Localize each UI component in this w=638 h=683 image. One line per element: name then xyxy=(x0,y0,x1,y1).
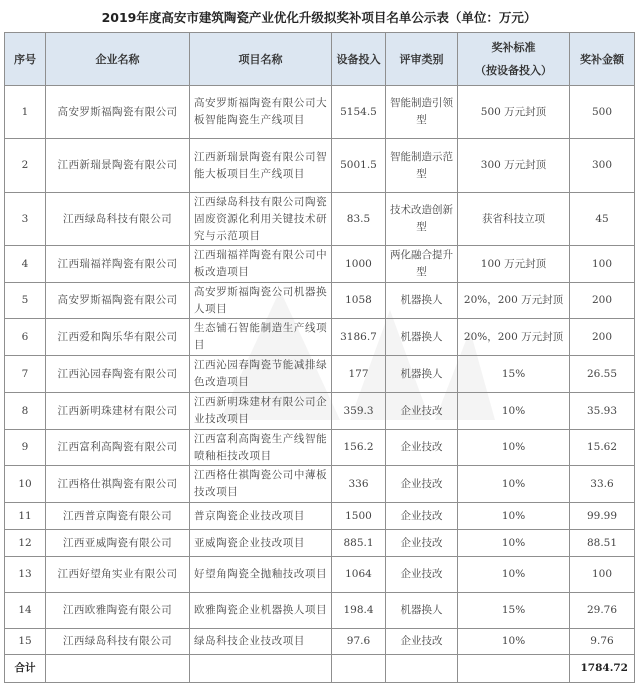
total-label: 合计 xyxy=(5,655,46,683)
header-project: 项目名称 xyxy=(190,33,332,86)
cell-company: 江西瑞福祥陶瓷有限公司 xyxy=(46,246,190,283)
cell-company: 江西新瑞景陶瓷有限公司 xyxy=(46,139,190,193)
cell-standard: 15% xyxy=(458,356,570,393)
cell-amount: 88.51 xyxy=(570,530,635,557)
cell-standard: 10% xyxy=(458,466,570,503)
table-row xyxy=(5,139,635,193)
cell-amount: 100 xyxy=(570,557,635,593)
table-header-row xyxy=(5,33,635,86)
cell-amount: 99.99 xyxy=(570,503,635,530)
cell-standard: 10% xyxy=(458,393,570,430)
cell-equipment: 359.3 xyxy=(332,393,386,430)
cell-company: 江西普京陶瓷有限公司 xyxy=(46,503,190,530)
cell-company: 江西亚威陶瓷有限公司 xyxy=(46,530,190,557)
cell-equipment: 1058 xyxy=(332,283,386,319)
cell-category: 机器换人 xyxy=(386,356,458,393)
cell-category: 技术改造创新型 xyxy=(386,193,458,246)
cell-category: 企业技改 xyxy=(386,530,458,557)
cell-company: 高安罗斯福陶瓷有限公司 xyxy=(46,283,190,319)
cell-category: 企业技改 xyxy=(386,393,458,430)
cell-equipment: 885.1 xyxy=(332,530,386,557)
cell-project: 生态铺石智能制造生产线项目 xyxy=(190,319,332,356)
table-row xyxy=(5,356,635,393)
cell-amount: 100 xyxy=(570,246,635,283)
cell-equipment: 198.4 xyxy=(332,593,386,629)
cell-equipment: 5154.5 xyxy=(332,86,386,139)
cell-company: 江西沁园春陶瓷有限公司 xyxy=(46,356,190,393)
cell-project: 江西格仕祺陶瓷公司中薄板技改项目 xyxy=(190,466,332,503)
cell-amount: 200 xyxy=(570,319,635,356)
cell-company: 江西富利高陶瓷有限公司 xyxy=(46,430,190,466)
table-row xyxy=(5,466,635,503)
cell-standard: 20%，200 万元封顶 xyxy=(458,283,570,319)
cell-index: 5 xyxy=(5,283,46,319)
cell-amount: 300 xyxy=(570,139,635,193)
document-title: 2019年度高安市建筑陶瓷产业优化升级拟奖补项目名单公示表（单位：万元） xyxy=(101,10,537,25)
header-standard-line1: 奖补标准 xyxy=(491,41,536,54)
cell-amount: 45 xyxy=(570,193,635,246)
cell-project: 江西新明珠建材有限公司企业技改项目 xyxy=(190,393,332,430)
total-row xyxy=(5,655,635,683)
cell-equipment: 1064 xyxy=(332,557,386,593)
cell-project: 高安罗斯福陶瓷有限公司大板智能陶瓷生产线项目 xyxy=(190,86,332,139)
cell-category: 机器换人 xyxy=(386,283,458,319)
cell-index: 8 xyxy=(5,393,46,430)
table-row xyxy=(5,246,635,283)
cell-project: 欧雅陶瓷企业机器换人项目 xyxy=(190,593,332,629)
cell-category: 企业技改 xyxy=(386,503,458,530)
cell-index: 3 xyxy=(5,193,46,246)
cell-category: 企业技改 xyxy=(386,430,458,466)
table-row xyxy=(5,503,635,530)
cell-equipment: 97.6 xyxy=(332,629,386,655)
header-standard-line2: （按设备投入） xyxy=(475,64,552,77)
cell-project: 江西瑞福祥陶瓷有限公司中板改造项目 xyxy=(190,246,332,283)
cell-index: 2 xyxy=(5,139,46,193)
cell-standard: 300 万元封顶 xyxy=(458,139,570,193)
cell-standard: 10% xyxy=(458,430,570,466)
total-empty-cell xyxy=(458,655,570,683)
cell-index: 7 xyxy=(5,356,46,393)
total-empty-cell xyxy=(46,655,190,683)
cell-category: 智能制造示范型 xyxy=(386,139,458,193)
cell-project: 普京陶瓷企业技改项目 xyxy=(190,503,332,530)
cell-index: 9 xyxy=(5,430,46,466)
cell-category: 企业技改 xyxy=(386,557,458,593)
table-row xyxy=(5,319,635,356)
cell-standard: 10% xyxy=(458,530,570,557)
cell-standard: 10% xyxy=(458,557,570,593)
cell-standard: 10% xyxy=(458,629,570,655)
table-row xyxy=(5,393,635,430)
award-list-table xyxy=(4,32,635,683)
header-standard xyxy=(458,33,570,86)
cell-amount: 29.76 xyxy=(570,593,635,629)
cell-equipment: 83.5 xyxy=(332,193,386,246)
total-empty-cell xyxy=(386,655,458,683)
cell-company: 江西好望角实业有限公司 xyxy=(46,557,190,593)
table-row xyxy=(5,593,635,629)
table-row xyxy=(5,283,635,319)
cell-equipment: 1000 xyxy=(332,246,386,283)
cell-amount: 35.93 xyxy=(570,393,635,430)
cell-project: 江西富利高陶瓷生产线智能喷釉柜技改项目 xyxy=(190,430,332,466)
cell-company: 江西绿岛科技有限公司 xyxy=(46,193,190,246)
cell-project: 亚威陶瓷企业技改项目 xyxy=(190,530,332,557)
table-row xyxy=(5,530,635,557)
table-row xyxy=(5,557,635,593)
cell-equipment: 1500 xyxy=(332,503,386,530)
cell-equipment: 177 xyxy=(332,356,386,393)
cell-standard: 100 万元封顶 xyxy=(458,246,570,283)
total-empty-cell xyxy=(332,655,386,683)
cell-company: 高安罗斯福陶瓷有限公司 xyxy=(46,86,190,139)
cell-category: 机器换人 xyxy=(386,593,458,629)
cell-company: 江西绿岛科技有限公司 xyxy=(46,629,190,655)
header-amount: 奖补金额 xyxy=(570,33,635,86)
table-row xyxy=(5,193,635,246)
header-company: 企业名称 xyxy=(46,33,190,86)
cell-project: 绿岛科技企业技改项目 xyxy=(190,629,332,655)
cell-standard: 10% xyxy=(458,503,570,530)
cell-standard: 15% xyxy=(458,593,570,629)
table-row xyxy=(5,86,635,139)
cell-standard: 获省科技立项 xyxy=(458,193,570,246)
cell-project: 江西新瑞景陶瓷有限公司智能大板项目生产线项目 xyxy=(190,139,332,193)
cell-company: 江西新明珠建材有限公司 xyxy=(46,393,190,430)
cell-amount: 15.62 xyxy=(570,430,635,466)
cell-amount: 33.6 xyxy=(570,466,635,503)
total-empty-cell xyxy=(190,655,332,683)
cell-standard: 20%，200 万元封顶 xyxy=(458,319,570,356)
cell-equipment: 336 xyxy=(332,466,386,503)
cell-index: 10 xyxy=(5,466,46,503)
cell-company: 江西爱和陶乐华有限公司 xyxy=(46,319,190,356)
cell-standard: 500 万元封顶 xyxy=(458,86,570,139)
cell-category: 机器换人 xyxy=(386,319,458,356)
cell-company: 江西格仕祺陶瓷有限公司 xyxy=(46,466,190,503)
table-row xyxy=(5,629,635,655)
cell-index: 11 xyxy=(5,503,46,530)
cell-index: 14 xyxy=(5,593,46,629)
total-amount: 1784.72 xyxy=(570,655,635,683)
cell-company: 江西欧雅陶瓷有限公司 xyxy=(46,593,190,629)
cell-project: 好望角陶瓷全抛釉技改项目 xyxy=(190,557,332,593)
header-index: 序号 xyxy=(5,33,46,86)
cell-category: 智能制造引领型 xyxy=(386,86,458,139)
cell-project: 高安罗斯福陶瓷公司机器换人项目 xyxy=(190,283,332,319)
cell-category: 企业技改 xyxy=(386,466,458,503)
cell-project: 江西沁园春陶瓷节能减排绿色改造项目 xyxy=(190,356,332,393)
cell-equipment: 3186.7 xyxy=(332,319,386,356)
cell-amount: 26.55 xyxy=(570,356,635,393)
cell-category: 企业技改 xyxy=(386,629,458,655)
header-equipment: 设备投入 xyxy=(332,33,386,86)
cell-amount: 9.76 xyxy=(570,629,635,655)
header-category: 评审类别 xyxy=(386,33,458,86)
cell-project: 江西绿岛科技有限公司陶瓷固废资源化利用关键技术研究与示范项目 xyxy=(190,193,332,246)
table-row xyxy=(5,430,635,466)
cell-index: 13 xyxy=(5,557,46,593)
cell-index: 12 xyxy=(5,530,46,557)
cell-index: 1 xyxy=(5,86,46,139)
cell-amount: 500 xyxy=(570,86,635,139)
cell-equipment: 156.2 xyxy=(332,430,386,466)
cell-index: 15 xyxy=(5,629,46,655)
cell-amount: 200 xyxy=(570,283,635,319)
cell-equipment: 5001.5 xyxy=(332,139,386,193)
cell-index: 4 xyxy=(5,246,46,283)
cell-index: 6 xyxy=(5,319,46,356)
cell-category: 两化融合提升型 xyxy=(386,246,458,283)
